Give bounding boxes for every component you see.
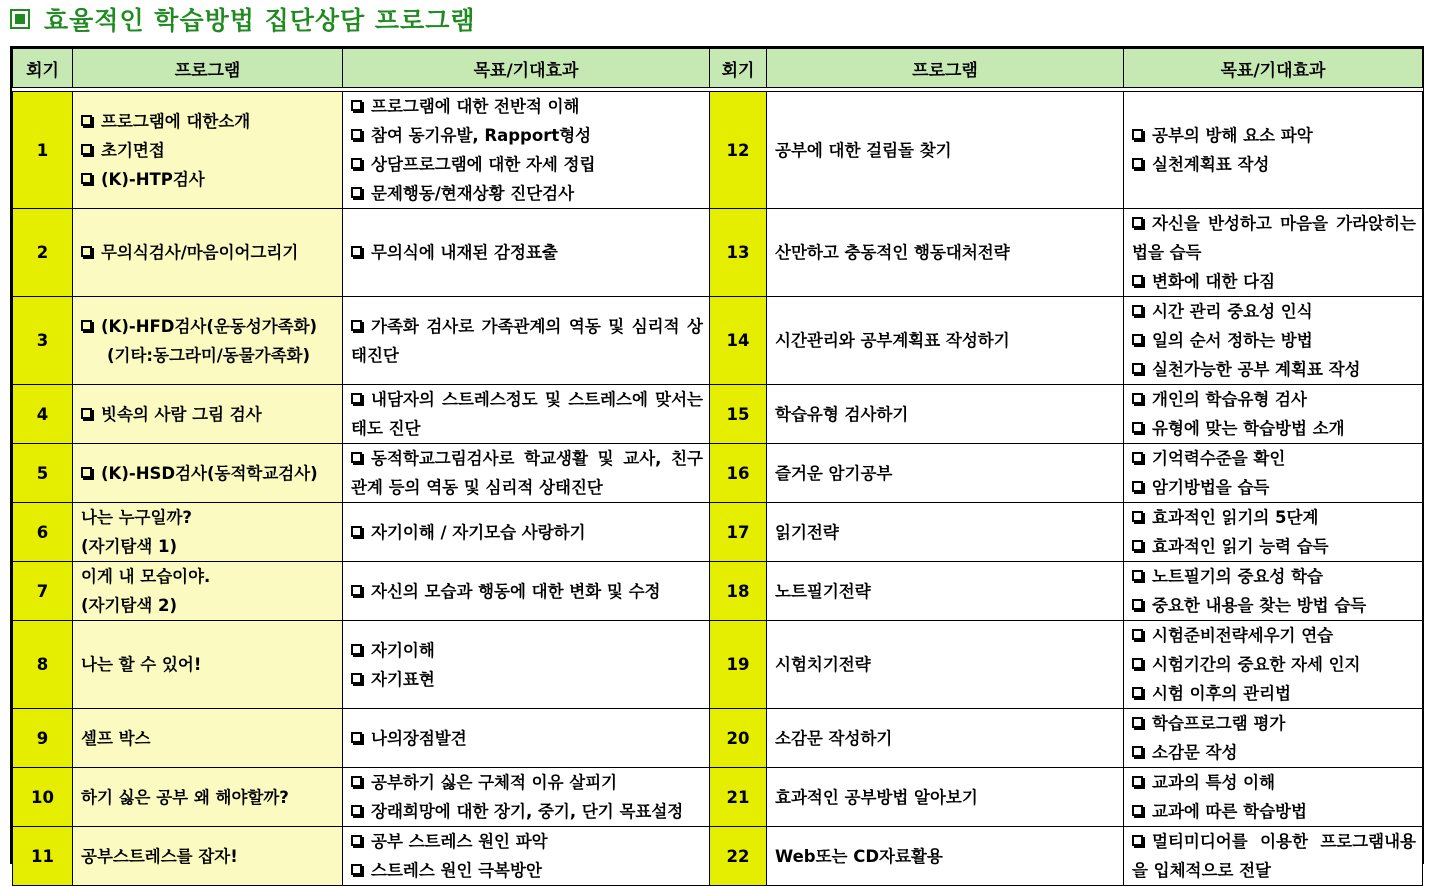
program-cell <box>767 768 1124 827</box>
checkbox-icon <box>1132 393 1143 404</box>
program-item <box>81 238 342 267</box>
program-item: 효과적인 공부방법 알아보기 <box>775 787 978 807</box>
session-number: 14 <box>710 297 767 385</box>
goal-item <box>351 92 703 121</box>
goal-item-text: 효과적인 읽기의 5단계 <box>1152 508 1319 527</box>
session-number: 15 <box>710 385 767 444</box>
table-row <box>13 209 1423 297</box>
goal-item-text: 학습프로그램 평가 <box>1152 714 1286 733</box>
program-item: 소감문 작성하기 <box>775 728 893 748</box>
goals-cell <box>343 827 710 886</box>
checkbox-icon <box>351 526 362 537</box>
checkbox-icon <box>351 187 362 198</box>
checkbox-icon <box>1132 452 1143 463</box>
checkbox-icon <box>1132 305 1143 316</box>
goals-cell <box>1124 827 1423 886</box>
checkbox-icon <box>351 158 362 169</box>
program-item: Web또는 CD자료활용 <box>775 846 943 866</box>
program-item: 시간관리와 공부계획표 작성하기 <box>775 331 1010 350</box>
goal-item <box>1132 768 1416 797</box>
program-item <box>81 165 342 194</box>
checkbox-icon <box>1132 717 1143 728</box>
session-number: 7 <box>13 562 73 621</box>
program-cell <box>73 209 343 297</box>
header-goals-2: 목표/기대효과 <box>1124 49 1423 88</box>
goals-cell <box>343 209 710 297</box>
checkbox-icon <box>81 173 92 184</box>
goal-item <box>1132 473 1416 502</box>
goal-item <box>351 312 703 370</box>
program-item-text: 빗속의 사람 그림 검사 <box>101 404 262 424</box>
goal-item-text: 상담프로그램에 대한 자세 정립 <box>371 155 596 174</box>
session-number: 1 <box>13 92 73 209</box>
table-row <box>13 562 1423 621</box>
program-item-text: (기타:동그라미/동물가족화) <box>107 345 311 365</box>
goal-item-text: 유형에 맞는 학습방법 소개 <box>1152 419 1345 438</box>
header-program: 프로그램 <box>73 49 343 88</box>
checkbox-icon <box>1132 687 1143 698</box>
goal-item-text: 기억력수준을 확인 <box>1152 449 1286 468</box>
checkbox-icon <box>1132 334 1143 345</box>
goals-cell <box>1124 768 1423 827</box>
checkbox-icon <box>351 452 362 463</box>
goal-item <box>1132 738 1416 767</box>
program-cell <box>73 709 343 768</box>
checkbox-icon <box>1132 129 1143 140</box>
checkbox-icon <box>1132 658 1143 669</box>
goal-item <box>351 150 703 179</box>
checkbox-icon <box>1132 217 1143 228</box>
goal-item <box>1132 385 1416 414</box>
goal-item <box>351 179 703 208</box>
program-cell <box>767 503 1124 562</box>
goal-item <box>1132 679 1416 708</box>
checkbox-icon <box>351 673 362 684</box>
program-item: 학습유형 검사하기 <box>775 404 909 424</box>
table-row <box>13 768 1423 827</box>
goal-item <box>1132 297 1416 326</box>
goals-cell <box>1124 503 1423 562</box>
header-session: 회기 <box>13 49 73 88</box>
goal-item <box>1132 797 1416 826</box>
program-cell <box>73 621 343 709</box>
goal-item <box>1132 532 1416 561</box>
checkbox-icon <box>1132 746 1143 757</box>
program-item <box>81 400 342 429</box>
goals-cell <box>343 709 710 768</box>
checkbox-icon <box>1132 363 1143 374</box>
goal-item-text: 장래희망에 대한 장기, 중기, 단기 목표설정 <box>371 802 684 821</box>
goal-item <box>351 797 703 826</box>
session-number: 22 <box>710 827 767 886</box>
goal-item-text: 개인의 학습유형 검사 <box>1152 390 1307 409</box>
program-cell <box>73 562 343 621</box>
table-row <box>13 92 1423 209</box>
goal-item <box>1132 709 1416 738</box>
checkbox-icon <box>351 129 362 140</box>
goals-cell <box>343 621 710 709</box>
session-number: 21 <box>710 768 767 827</box>
table-row <box>13 503 1423 562</box>
goal-item-text: 효과적인 읽기 능력 습득 <box>1152 537 1329 556</box>
program-item <box>81 503 342 532</box>
goal-item-text: 시험기간의 중요한 자세 인지 <box>1152 655 1361 674</box>
session-number: 8 <box>13 621 73 709</box>
goal-item-text: 공부하기 싫은 구체적 이유 살피기 <box>371 773 618 792</box>
goal-item-text: 멀티미디어를 이용한 프로그램내용을 입체적으로 전달 <box>1132 832 1416 880</box>
program-item <box>81 650 342 679</box>
goal-item <box>351 238 703 267</box>
program-item <box>81 842 342 871</box>
goal-item-text: 중요한 내용을 찾는 방법 습득 <box>1152 596 1367 615</box>
header-goals: 목표/기대효과 <box>343 49 710 88</box>
checkbox-icon <box>351 835 362 846</box>
goal-item <box>351 444 703 502</box>
session-number: 20 <box>710 709 767 768</box>
program-item <box>81 312 342 341</box>
table-row <box>13 827 1423 886</box>
goal-item <box>1132 621 1416 650</box>
program-item: 공부에 대한 걸림돌 찾기 <box>775 140 952 160</box>
goal-item <box>1132 414 1416 443</box>
page-title <box>10 2 476 36</box>
goal-item-text: 실천계획표 작성 <box>1152 155 1270 174</box>
session-number: 4 <box>13 385 73 444</box>
checkbox-icon <box>351 644 362 655</box>
checkbox-icon <box>351 320 362 331</box>
checkbox-icon <box>351 732 362 743</box>
program-cell <box>73 92 343 209</box>
program-item-text: (K)-HFD검사(운동성가족화) <box>101 316 318 336</box>
goal-item-text: 시간 관리 중요성 인식 <box>1152 302 1313 321</box>
goal-item <box>1132 591 1416 620</box>
goals-cell <box>343 297 710 385</box>
session-number: 17 <box>710 503 767 562</box>
program-item: 시험치기전략 <box>775 655 871 674</box>
session-number: 16 <box>710 444 767 503</box>
goals-cell <box>343 503 710 562</box>
session-number: 3 <box>13 297 73 385</box>
checkbox-icon <box>1132 275 1143 286</box>
session-number: 5 <box>13 444 73 503</box>
program-item-text: 나는 누구일까? <box>81 508 192 527</box>
header-session-2: 회기 <box>710 49 767 88</box>
goals-cell <box>1124 621 1423 709</box>
program-item <box>81 724 342 753</box>
program-cell <box>767 209 1124 297</box>
goal-item <box>1132 121 1416 150</box>
program-item: 노트필기전략 <box>775 581 871 601</box>
goals-cell <box>1124 709 1423 768</box>
table-row <box>13 621 1423 709</box>
goal-item-text: 자기표현 <box>371 669 435 689</box>
goal-item-text: 암기방법을 습득 <box>1152 478 1270 497</box>
checkbox-icon <box>1132 570 1143 581</box>
program-item <box>81 459 342 488</box>
goal-item <box>351 518 703 547</box>
goal-item <box>351 768 703 797</box>
goal-item-text: 나의장점발견 <box>371 728 467 748</box>
goal-item <box>351 665 703 694</box>
goal-item-text: 자신을 반성하고 마음을 가라앉히는 법을 습득 <box>1132 214 1416 262</box>
goal-item-text: 교과의 특성 이해 <box>1152 773 1276 792</box>
goals-cell <box>343 768 710 827</box>
goal-item-text: 변화에 대한 다짐 <box>1152 272 1276 291</box>
goal-item-text: 실천가능한 공부 계획표 작성 <box>1152 360 1361 379</box>
session-number: 11 <box>13 827 73 886</box>
goals-cell <box>1124 562 1423 621</box>
program-cell <box>73 444 343 503</box>
goal-item-text: 공부의 방해 요소 파악 <box>1152 126 1313 145</box>
program-item-text: (K)-HTP검사 <box>101 169 205 189</box>
goal-item-text: 공부 스트레스 원인 파악 <box>371 832 548 851</box>
goal-item <box>351 724 703 753</box>
goals-cell <box>1124 385 1423 444</box>
table-row <box>13 385 1423 444</box>
checkbox-icon <box>351 805 362 816</box>
program-cell <box>767 709 1124 768</box>
goal-item <box>351 385 703 443</box>
goal-item <box>351 577 703 606</box>
program-item-text: (자기탐색 2) <box>81 596 178 615</box>
table-body <box>13 88 1423 886</box>
program-item-text: (자기탐색 1) <box>81 537 178 556</box>
goal-item-text: 교과에 따른 학습방법 <box>1152 802 1307 821</box>
header-program-2: 프로그램 <box>767 49 1124 88</box>
program-cell <box>767 621 1124 709</box>
square-bullet-icon <box>10 9 30 29</box>
checkbox-icon <box>81 144 92 155</box>
goal-item-text: 일의 순서 정하는 방법 <box>1152 331 1313 350</box>
checkbox-icon <box>1132 805 1143 816</box>
goal-item-text: 자기이해 / 자기모습 사랑하기 <box>371 522 586 542</box>
program-cell <box>73 503 343 562</box>
checkbox-icon <box>351 100 362 111</box>
goal-item <box>1132 562 1416 591</box>
goal-item-text: 소감문 작성 <box>1152 743 1238 762</box>
table-row <box>13 297 1423 385</box>
goal-item-text: 무의식에 내재된 감정표출 <box>371 243 558 262</box>
goal-item-text: 노트필기의 중요성 학습 <box>1152 567 1323 586</box>
program-item <box>81 107 342 136</box>
goals-cell <box>343 92 710 209</box>
session-number: 10 <box>13 768 73 827</box>
program-item-text: 공부스트레스를 잡자! <box>81 846 238 866</box>
table-row <box>13 444 1423 503</box>
goal-item-text: 자신의 모습과 행동에 대한 변화 및 수정 <box>371 581 661 601</box>
program-item <box>81 562 342 591</box>
checkbox-icon <box>81 246 92 257</box>
goal-item-text: 가족화 검사로 가족관계의 역동 및 심리적 상태진단 <box>351 316 703 365</box>
program-cell <box>767 444 1124 503</box>
program-item <box>81 532 342 561</box>
goal-item-text: 프로그램에 대한 전반적 이해 <box>371 97 580 116</box>
checkbox-icon <box>81 320 92 331</box>
program-table <box>12 48 1423 886</box>
goal-item <box>351 827 703 856</box>
session-number: 19 <box>710 621 767 709</box>
checkbox-icon <box>351 776 362 787</box>
goals-cell <box>343 562 710 621</box>
program-item-text: 이게 내 모습이야. <box>81 567 211 586</box>
goals-cell <box>1124 92 1423 209</box>
goal-item-text: 시험 이후의 관리법 <box>1152 684 1292 703</box>
program-item: 산만하고 충동적인 행동대처전략 <box>775 243 1010 262</box>
program-item <box>81 591 342 620</box>
goal-item <box>1132 444 1416 473</box>
goal-item <box>1132 326 1416 355</box>
program-item <box>81 341 342 370</box>
goal-item-text: 스트레스 원인 극복방안 <box>371 861 542 880</box>
program-table-frame <box>10 46 1424 880</box>
goal-item <box>351 121 703 150</box>
program-cell <box>767 92 1124 209</box>
checkbox-icon <box>1132 511 1143 522</box>
checkbox-icon <box>351 246 362 257</box>
session-number: 6 <box>13 503 73 562</box>
program-cell <box>73 768 343 827</box>
program-item <box>81 136 342 165</box>
program-item-text: 하기 싫은 공부 왜 해야할까? <box>81 787 289 807</box>
goals-cell <box>1124 297 1423 385</box>
checkbox-icon <box>351 864 362 875</box>
checkbox-icon <box>1132 599 1143 610</box>
program-cell <box>73 827 343 886</box>
goal-item <box>1132 209 1416 267</box>
checkbox-icon <box>1132 776 1143 787</box>
checkbox-icon <box>81 115 92 126</box>
session-number: 9 <box>13 709 73 768</box>
goal-item <box>1132 827 1416 885</box>
goals-cell <box>343 385 710 444</box>
program-cell <box>767 562 1124 621</box>
goal-item-text: 내담자의 스트레스정도 및 스트레스에 맞서는 태도 진단 <box>351 390 703 438</box>
goal-item <box>1132 503 1416 532</box>
goal-item <box>1132 150 1416 179</box>
checkbox-icon <box>81 408 92 419</box>
goal-item-text: 참여 동기유발, Rapport형성 <box>371 126 592 145</box>
checkbox-icon <box>351 585 362 596</box>
program-cell <box>767 297 1124 385</box>
goal-item <box>1132 267 1416 296</box>
program-item-text: 셀프 박스 <box>81 728 151 748</box>
goals-cell <box>1124 209 1423 297</box>
program-item-text: 초기면접 <box>101 140 165 160</box>
session-number: 13 <box>710 209 767 297</box>
checkbox-icon <box>1132 481 1143 492</box>
table-row <box>13 709 1423 768</box>
goal-item-text: 자기이해 <box>371 640 435 660</box>
session-number: 2 <box>13 209 73 297</box>
goal-item-text: 문제행동/현재상황 진단검사 <box>371 184 575 203</box>
program-item-text: 무의식검사/마음이어그리기 <box>101 243 299 262</box>
checkbox-icon <box>1132 158 1143 169</box>
program-item: 즐거운 암기공부 <box>775 463 893 483</box>
program-item: 읽기전략 <box>775 522 839 542</box>
goal-item <box>351 636 703 665</box>
goal-item <box>1132 650 1416 679</box>
program-item-text: (K)-HSD검사(동적학교검사) <box>101 463 318 483</box>
checkbox-icon <box>1132 629 1143 640</box>
program-cell <box>767 827 1124 886</box>
header-row <box>13 49 1423 88</box>
goal-item <box>1132 355 1416 384</box>
checkbox-icon <box>81 467 92 478</box>
goal-item-text: 시험준비전략세우기 연습 <box>1152 626 1334 645</box>
goal-item <box>351 856 703 885</box>
checkbox-icon <box>1132 422 1143 433</box>
page-title-text: 효율적인 학습방법 집단상담 프로그램 <box>44 6 476 35</box>
checkbox-icon <box>351 393 362 404</box>
checkbox-icon <box>1132 540 1143 551</box>
program-cell <box>73 385 343 444</box>
checkbox-icon <box>1132 835 1143 846</box>
program-item-text: 프로그램에 대한소개 <box>101 111 251 131</box>
program-item <box>81 783 342 812</box>
program-cell <box>73 297 343 385</box>
session-number: 12 <box>710 92 767 209</box>
program-cell <box>767 385 1124 444</box>
goals-cell <box>1124 444 1423 503</box>
goal-item-text: 동적학교그림검사로 학교생활 및 교사, 친구관계 등의 역동 및 심리적 상태진단 <box>351 449 703 497</box>
goals-cell <box>343 444 710 503</box>
session-number: 18 <box>710 562 767 621</box>
program-item-text: 나는 할 수 있어! <box>81 655 202 674</box>
